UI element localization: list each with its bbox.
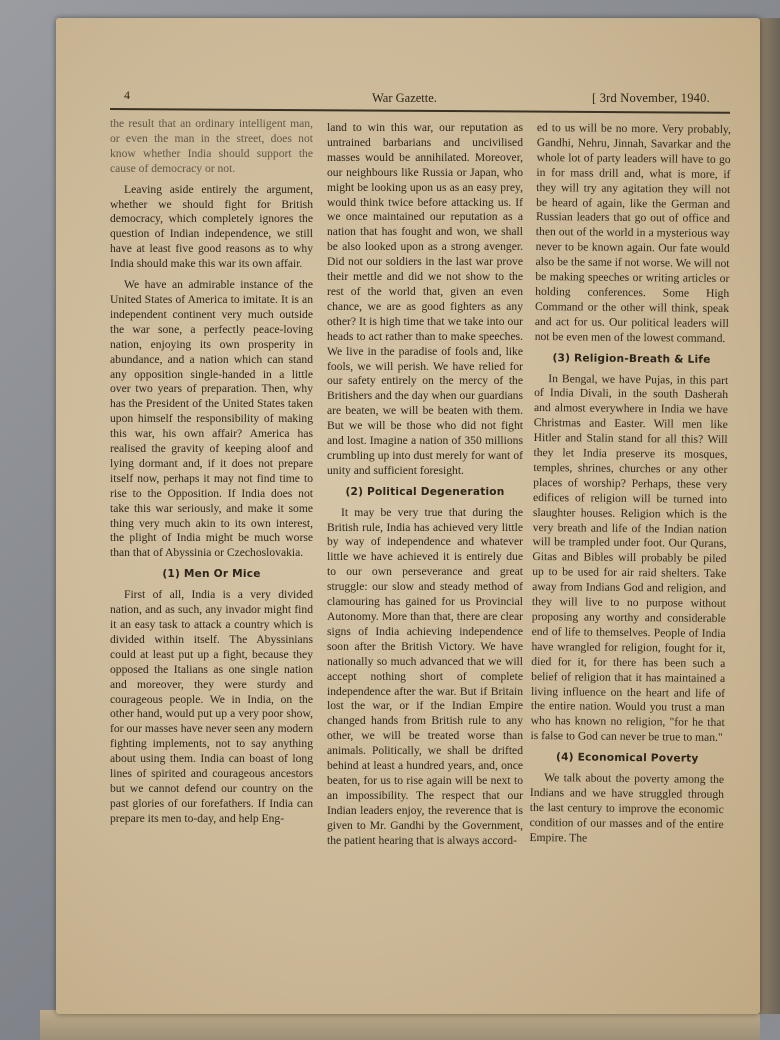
paragraph: In Bengal, we have Pujas, in this part of India Divali, in the south Dasherah and almost everywhere in India we have Christmas and Easter. Will men like Hitler and Stalin stand for all this? Will they let India preserve its mosques, temples, shrines, churches or any other places of worship? Perhaps, these very edifices of religion will be turned into slaughter houses. Religion which is the very breath and life of the Indian nation will be trampled under foot. Our Qurans, Gitas and Bibles will probably be piled up to be used for air raid shelters. Take away from Indians God and religion, and they will live to no purpose without proposing any worthy and considerable end of life to themselves. People of India have wrangled for religion, fought for it, died for it, for there has been such a belief of religion that it has maintained a living influence on the heart and life of the entire nation. Would you trust a man who has known no religion, "for he that is false to God can never be true to man."	[530, 371, 729, 745]
paragraph: land to win this war, our reputation as untrained barbarians and uncivilised masses would be annihilated. Moreover, our neighbours like Russia or Japan, who might be looking upon us as an easy prey, would think twice before attacking us. If we once maintained our reputation as a nation that has fought and won, we shall be also looked upon as a strong avenger. Did not our soldiers in the last war prove their mettle and did we not show to the rest of the world that, given an even chance, we are as good fighters as any other? It is high time that we take into our heads to act rather than to make speeches. We live in the paradise of fools and, like fools, we will perish. We have relied for our safety entirely on the mercy of the Britishers and the day when our guardians are beaten, we will be beaten with them. But we will be those who did not fight and lost. Imagine a nation of 350 millions crumbling up into dust merely for want of unity and sufficient foresight.	[327, 121, 523, 477]
running-header	[110, 86, 726, 108]
page-number: 4	[124, 88, 130, 102]
paragraph: We talk about the poverty among the Indians and we have struggled through the last century to improve the economic condition of our masses and of the entire Empire. The	[529, 771, 725, 845]
section-heading: (3) Religion-Breath & Life	[552, 351, 711, 366]
section-heading: (2) Political Degeneration	[345, 485, 505, 498]
publication-title: War Gazette.	[372, 91, 437, 105]
paragraph: First of all, India is a very divided nation, and as such, any invador might find it an easy task to attack a country which is divided within itself. The Abyssinians could at least put up a fight, because they opposed the Italians as one single nation and moreover, they were sturdy and courageous people. We in India, on the other hand, would put up a very poor show, for our masses have never seen any modern fighting implements, not to say anything about using them. India can boast of long lines of spirited and courageous ancestors but we cannot defend our country on the past glories of our forefathers. If India can prepare its men to-day, and help Eng-	[110, 588, 313, 825]
paragraph: ed to us will be no more. Very probably, Gandhi, Nehru, Jinnah, Savarkar and the whole lot of party leaders will have to go in for mass drill and, what is more, if they will try any agitation they will not be heard of again, like the German and Russian leaders that go out of office and then out of the world in a mysterious way never to be known again. Our fate would also be the same if not worse. We will not be making speeches or writing articles or holding conferences. Some High Command or the other will think, speak and act for us. Our political leaders will not be even men of the lowest command.	[534, 121, 731, 345]
page-stack-edge	[40, 1010, 760, 1040]
section-heading: (1) Men Or Mice	[162, 568, 261, 581]
paragraph: Leaving aside entirely the argument, whether we should fight for British democracy, which completely ignores the question of Indian independence, we still have at least five good reasons as to why India should make this war its own affair.	[110, 182, 313, 271]
paragraph: the result that an ordinary intelligent man, or even the man in the street, does not know whether India should support the cause of democracy or not.	[110, 117, 313, 175]
text-column-1	[110, 117, 313, 833]
text-column-2	[327, 121, 523, 855]
paragraph: We have an admirable instance of the United States of America to imitate. It is an independent continent very much outside the war sone, a perfectly peace-loving nation, enjoying its own prosperity in abundance, and a nation which can stand any opposition single-handed in a little over two years of preparation. Then, why has the President of the United States taken upon himself the responsibility of making this war, his own affair? America has realised the gravity of keeping aloof and lying dormant and, if it does not prepare itself now, perhaps it may not find time to rise to the Opposition. If India does not take this war seriously, and make it some thing very much akin to its own interest, the plight of India might be much worse than that of Abyssinia or Czechoslovakia.	[110, 278, 313, 560]
text-column-3	[529, 121, 731, 854]
paragraph: It may be very true that during the British rule, India has achieved very little by way of independence and whatever little we have achieved it is entirely due to our own perseverance and great struggle: our slow and steady method of clamouring has gained for us Provincial Autonomy. More than that, there are clear signs of India achieving independence soon after the British Victory. We have nationally so much advanced that we will accept nothing short of complete independence after the war. But if Britain lost the war, or if the Indian Empire changed hands from British rule to any other, we will be treated worse than animals. Politically, we shall be drifted behind at least a hundred years, and, once beaten, for us to rise again will be next to an impossibility. The respect that our Indian leaders enjoy, the reverence that is given to Mr. Gandhi by the Government, the patient hearing that is always accord-	[327, 505, 523, 847]
issue-date: [ 3rd November, 1940.	[592, 91, 710, 105]
section-heading: (4) Economical Poverty	[556, 751, 699, 765]
